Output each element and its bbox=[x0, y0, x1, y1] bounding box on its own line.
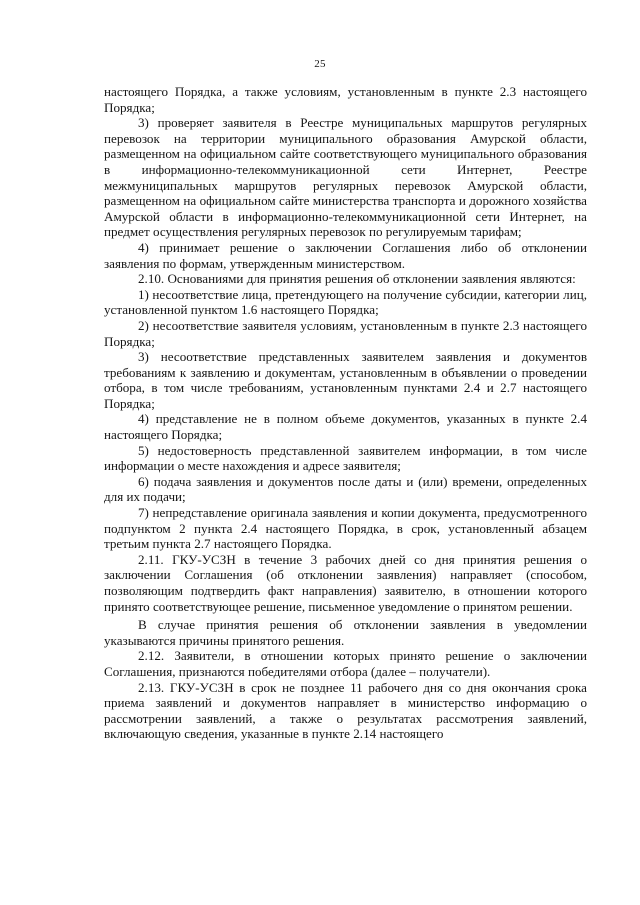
paragraph-rejection-reasons: В случае принятия решения об отклонении заявления в уведомлении указываются причины принятого решения. bbox=[104, 617, 587, 648]
paragraph-reason-1: 1) несоответствие лица, претендующего на получение субсидии, категории лиц, установленной пунктом 1.6 настоящего Порядка; bbox=[104, 286, 587, 318]
paragraph-reason-6: 6) подача заявления и документов после даты и (или) времени, определенных для их подачи; bbox=[104, 473, 587, 505]
paragraph-item-3-registry-check: 3) проверяет заявителя в Реестре муниципальных маршрутов регулярных перевозок на территории муниципального образования Амурской области, размещенном на официальном сайте соответствующего муниципального образования в информационно-телекоммуникационной сети Интернет, Реестре межмуниципальных маршрутов регулярных перевозок Амурской области, размещенном на официальном сайте министерства транспорта и дорожного хозяйства Амурской области в информационно-телекоммуникационной сети Интернет, на предмет осуществления регулярных перевозок по регулируемым тарифам; bbox=[104, 115, 587, 240]
paragraph-item-4-decision: 4) принимает решение о заключении Соглашения либо об отклонении заявления по формам, утвержденным министерством. bbox=[104, 239, 587, 271]
paragraph-continuation: настоящего Порядка, а также условиям, установленным в пункте 2.3 настоящего Порядка; bbox=[104, 84, 587, 115]
paragraph-2-13: 2.13. ГКУ-УСЗН в срок не позднее 11 рабочего дня со дня окончания срока приема заявлений и документов направляет в министерство информацию о рассмотрении заявлений, а также о результатах рассмотрения заявлений, включающую сведения, указанные в пункте 2.14 настоящего bbox=[104, 679, 587, 742]
paragraph-2-11: 2.11. ГКУ-УСЗН в течение 3 рабочих дней со дня принятия решения о заключении Соглашения (об отклонении заявления) направляет (способом, позволяющим подтвердить факт направления) заявителю, в отношении которого принято соответствующее решение, письменное уведомление о принятом решении. bbox=[104, 551, 587, 614]
paragraph-2-10-heading: 2.10. Основаниями для принятия решения об отклонении заявления являются: bbox=[138, 271, 576, 287]
paragraph-reason-5: 5) недостоверность представленной заявителем информации, в том числе информации о месте нахождения и адресе заявителя; bbox=[104, 442, 587, 474]
page-number: 25 bbox=[314, 58, 326, 70]
paragraph-reason-7: 7) непредставление оригинала заявления и копии документа, предусмотренного подпунктом 2 пункта 2.4 настоящего Порядка, в срок, установленный абзацем третьим пункта 2.7 настоящего Порядка. bbox=[104, 505, 587, 552]
paragraph-2-12: 2.12. Заявители, в отношении которых принято решение о заключении Соглашения, признаются победителями отбора (далее – получатели). bbox=[104, 648, 587, 679]
paragraph-reason-2: 2) несоответствие заявителя условиям, установленным в пункте 2.3 настоящего Порядка; bbox=[104, 317, 587, 349]
document-body bbox=[104, 84, 587, 742]
paragraph-reason-4: 4) представление не в полном объеме документов, указанных в пункте 2.4 настоящего Порядка; bbox=[104, 411, 587, 443]
paragraph-reason-3: 3) несоответствие представленных заявителем заявления и документов требованиям к заявлению и документам, установленным в объявлении о проведении отбора, в том числе требованиям, установленным пунктами 2.4 и 2.7 настоящего Порядка; bbox=[104, 349, 587, 411]
